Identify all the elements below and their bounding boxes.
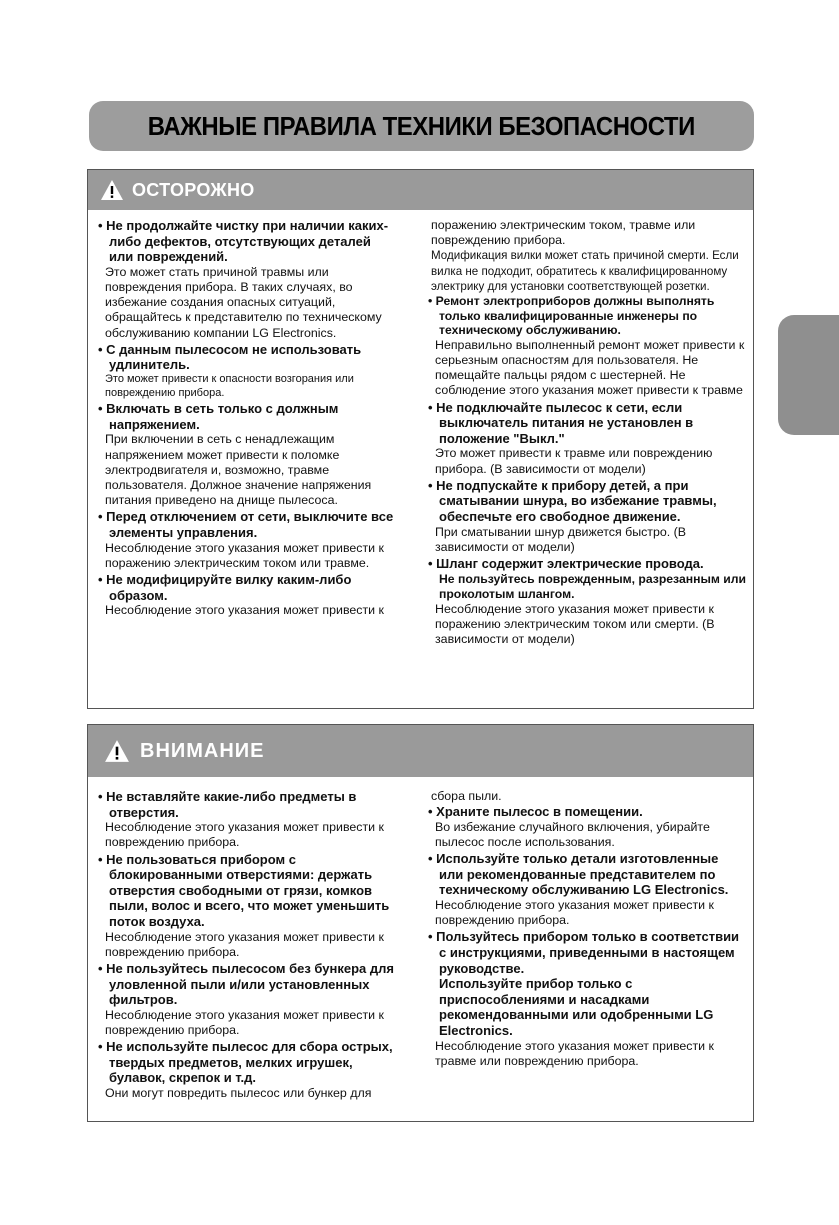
caution-item-head: • Шланг содержит электрические провода. bbox=[428, 556, 746, 572]
caution-item-body: Несоблюдение этого указания может привести к bbox=[105, 603, 384, 618]
caution-item-body: Несоблюдение этого указания может привести к поражению электрическим током или травме. bbox=[105, 540, 384, 570]
caution-item-head: • Не модифицируйте вилку каким-либо образом. bbox=[98, 572, 398, 603]
warning-item-body: Во избежание случайного включения, убирайте пылесос после использования. bbox=[435, 819, 710, 849]
warning-item-body: Несоблюдение этого указания может привести к повреждению прибора. bbox=[435, 897, 714, 928]
caution-header bbox=[88, 170, 753, 210]
caution-item-body: Несоблюдение этого указания может привести к поражению электрическим током или смерти. (В зависимости от модели) bbox=[435, 601, 715, 646]
warning-item-body: Они могут повредить пылесос или бункер для bbox=[105, 1085, 372, 1100]
caution-item-head: • Не продолжайте чистку при наличии каких-либо дефектов, отсутствующих деталей или повреждений. bbox=[98, 218, 398, 265]
warning-item-subhead: Используйте прибор только с приспособлениями и насадками рекомендованными или одобренными LG Electronics. bbox=[439, 976, 714, 1038]
warning-item-head: • Не используйте пылесос для сбора острых, твердых предметов, мелких игрушек, булавок, скрепок и т.д. bbox=[98, 1039, 398, 1086]
caution-right-column bbox=[428, 218, 746, 648]
caution-item-head: • Перед отключением от сети, выключите все элементы управления. bbox=[98, 509, 398, 540]
caution-left-column bbox=[98, 218, 398, 619]
warning-item-head: • Не вставляйте какие-либо предметы в отверстия. bbox=[98, 789, 398, 820]
caution-item-body: При сматывании шнур движется быстро. (В зависимости от модели) bbox=[435, 524, 687, 554]
caution-item bbox=[428, 478, 746, 555]
warning-header bbox=[88, 725, 753, 777]
warning-box bbox=[87, 724, 754, 1122]
warning-continued-text: сбора пыли. bbox=[431, 789, 502, 803]
warning-item bbox=[98, 961, 398, 1038]
caution-item-body: Это может стать причиной травмы или повреждения прибора. В таких случаях, во избежание создания опасных ситуаций, обращайтесь к представителю по техническому обслуживанию компании LG Electronics. bbox=[105, 264, 382, 340]
warning-item bbox=[98, 1039, 398, 1101]
caution-item bbox=[98, 401, 398, 508]
warning-item bbox=[428, 851, 746, 928]
caution-box bbox=[87, 169, 754, 709]
warning-item-body: Несоблюдение этого указания может привести к повреждению прибора. bbox=[105, 1007, 384, 1037]
page-title-bar bbox=[89, 101, 754, 151]
caution-item bbox=[98, 572, 398, 618]
caution-item-head: • Ремонт электроприборов должны выполнять только квалифицированные инженеры по техническому обслуживанию. bbox=[428, 294, 746, 338]
warning-label: ВНИМАНИЕ bbox=[140, 739, 265, 762]
warning-left-column bbox=[98, 789, 398, 1102]
caution-item-body: При включении в сеть с ненадлежащим напряжением может привести к поломке электродвигателя и, возможно, травме пользователя. Должное значение напряжения питания приведено на днище пылесоса. bbox=[105, 432, 372, 508]
caution-item-subhead: Не пользуйтесь поврежденным, разрезанным или проколотым шлангом. bbox=[439, 571, 746, 601]
warning-right-column bbox=[428, 789, 746, 1070]
warning-item-body: Несоблюдение этого указания может привести к повреждению прибора. bbox=[105, 820, 384, 850]
caution-item bbox=[98, 218, 398, 341]
warning-item-head: • Пользуйтесь прибором только в соответствии с инструкциями, приведенными в настоящем руководстве. bbox=[428, 929, 746, 976]
caution-item-head: • С данным пылесосом не использовать удлинитель. bbox=[98, 342, 398, 373]
caution-item-body: Это может привести к травме или повреждению прибора. (В зависимости от модели) bbox=[435, 446, 713, 476]
caution-item-head: • Не подключайте пылесос к сети, если выключатель питания не установлен в положение "Выкл." bbox=[428, 400, 746, 447]
caution-item bbox=[98, 509, 398, 571]
caution-continued-text: поражению электрическим током, травме или повреждению прибора. bbox=[431, 218, 696, 248]
caution-item-body: Неправильно выполненный ремонт может привести к серьезным опасностям для пользователя. Не помещайте пальцы рядом с шестерней. Не соблюдение этого указания может привести к травме bbox=[435, 337, 745, 398]
caution-continued-text-2: Модификация вилки может стать причиной смерти. Если вилка не подходит, обратитесь к квалифицированному электрику для установки соответствующей розетки. bbox=[431, 249, 739, 293]
caution-item bbox=[98, 342, 398, 400]
warning-triangle-icon bbox=[104, 739, 130, 763]
warning-item bbox=[428, 929, 746, 1069]
caution-item-head: • Включать в сеть только с должным напряжением. bbox=[98, 401, 398, 432]
caution-item-head: • Не подпускайте к прибору детей, а при сматывании шнура, во избежание травмы, обеспечьте его свободное движение. bbox=[428, 478, 746, 525]
warning-item-head: • Используйте только детали изготовленные или рекомендованные представителем по техническому обслуживанию LG Electronics. bbox=[428, 851, 746, 898]
caution-item bbox=[428, 294, 746, 399]
warning-item bbox=[98, 852, 398, 960]
warning-triangle-icon bbox=[100, 179, 124, 201]
page-title: ВАЖНЫЕ ПРАВИЛА ТЕХНИКИ БЕЗОПАСНОСТИ bbox=[147, 110, 696, 141]
warning-item-head: • Храните пылесос в помещении. bbox=[428, 804, 746, 820]
caution-item-body: Это может привести к опасности возгорания или повреждению прибора. bbox=[105, 372, 354, 399]
warning-item-body: Несоблюдение этого указания может привести к травме или повреждению прибора. bbox=[435, 1038, 714, 1068]
caution-item bbox=[428, 400, 746, 477]
warning-item-head: • Не пользоваться прибором с блокированными отверстиями: держать отверстия свободными от грязи, комков пыли, волос и всего, что может уменьшить поток воздуха. bbox=[98, 852, 398, 930]
section-side-tab bbox=[778, 315, 839, 435]
warning-item bbox=[98, 789, 398, 851]
warning-item-head: • Не пользуйтесь пылесосом без бункера для уловленной пыли и/или установленных фильтров. bbox=[98, 961, 398, 1008]
caution-item bbox=[428, 556, 746, 647]
caution-label: ОСТОРОЖНО bbox=[132, 179, 255, 200]
warning-item-body: Несоблюдение этого указания может привести к повреждению прибора. bbox=[105, 929, 384, 959]
warning-item bbox=[428, 804, 746, 850]
